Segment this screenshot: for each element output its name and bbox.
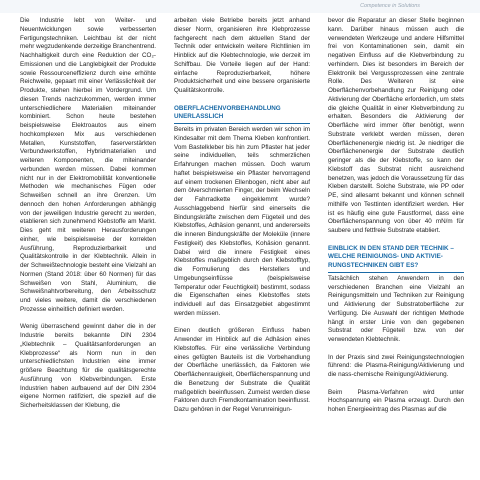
text-column-right: [328, 17, 464, 415]
text-column-middle: [174, 17, 310, 415]
heading-rule: [174, 123, 310, 124]
header-bar: [0, 0, 480, 13]
paragraph-surface-factors: Einen deutlich größeren Einfluss haben Anwender im Hinblick auf die Adhäsion eines Klebstoffes. Für eine verlässliche Verbindung eines gefügten Bauteils ist die Vorbehandlung der Oberfläche unerlässlich, da Faktoren wie Oberflächenrauigkeit, Oberflächenspannung und die Benetzung der Substrate die Qualität maßgeblich beeinflussen. Zumeist werden diese Faktoren durch Fremdkontamination beeinflusst. Dazu gehören in der Regel Verunreinigun-: [174, 327, 310, 413]
paragraph-norm-benefits: arbeiten viele Betriebe bereits jetzt anhand dieser Norm, organisieren ihre Klebprozesse fachgerecht nach dem aktuellen Stand der Technik oder entwickeln weitere Richtlinien im Hinblick auf die Klebtechnologie, wie derzeit im Schiffbau. Die Vorteile liegen auf der Hand: einfache Reproduzierbarkeit, höhere Produktsicherheit und eine bessere organisierte Qualitätskontrolle.: [174, 17, 310, 94]
text-column-left: [20, 17, 156, 411]
paragraph-plasma: Beim Plasma-Verfahren wird unter Hochspannung ein Plasma erzeugt. Durch den hohen Energieeintrag des Plasmas auf die: [328, 388, 464, 413]
header-tagline: Competence in Solutions: [360, 3, 420, 9]
paragraph-adhesion-cohesion: Bereits im privaten Bereich werden wir schon im Kindesalter mit dem Thema Kleben konfrontiert. Vom Bastelkleber bis hin zum Pflaster hat jeder seine individuellen, teils schmerzlichen Erfahrungen machen müssen. Doch warum haftet beispielsweise ein Pflaster hervorragend auf einem trockenen Ellenbogen, nicht aber auf dem ölverschmierten Finger, der beim Wechseln der Fahrradkette eingeklemmt wurde? Ausschlaggebend hierfür sind einerseits die Bindungskräfte zwischen dem Fügeteil und des Klebstoffes, Adhäsion genannt, und andererseits die inneren Bindungskräfte der Moleküle (innere Festigkeit) des Klebstoffes, Kohäsion genannt. Dabei wird die innere Festigkeit eines Klebstoffes maßgeblich durch den Klebstofftyp, die Formulierung des Herstellers und Umgebungseinflüsse (beispielsweise Temperatur oder Feuchtigkeit) bestimmt, sodass die Eigenschaften eines Klebstoffes stets individuell auf das Einsatzgebiet abgestimmt werden müssen.: [174, 126, 310, 317]
heading-line: OBERFLÄCHENVORBEHANDLUNG: [174, 104, 281, 112]
paragraph-intro: Die Industrie lebt von Weiter- und Neuentwicklungen sowie verbesserten Fertigungstechniken. Leichtbau ist der nicht mehr wegzudenkende derzeitige Branchentrend. Nachhaltigkeit durch eine Reduktion der CO₂-Emissionen und die Langlebigkeit der Produkte sowie Ressourceneffizienz durch eine erhöhte Reichweite, gepaart mit einer Verlässlichkeit der Produkte, stehen hierbei im Vordergrund. Um diesen Trends nachzukommen, werden immer unterschiedlichere Materialien miteinander kombiniert. Schon heute bestehen beispielsweise Elektroautos aus einem hochkomplexen Mix aus verschiedenen Metallen, Kunststoffen, faserverstärkten Verbundwerkstoffen, Hybridmaterialien und weiteren Komponenten, die miteinander verbunden werden müssen. Dabei kommen nicht nur in der Elektromobilität konventionelle Methoden wie mechanisches Fügen oder Schweißen schnell an ihre Grenzen. Um dennoch den hohen Anforderungen abhängig von der jeweiligen Industrie gerecht zu werden, etablieren sich zunehmend Klebstoffe am Markt. Dies geht mit weiteren Herausforderungen einher, wie beispielsweise der korrekten Ausführung, Reproduzierbarkeit und Qualitätskontrolle in der Klebtechnik. Allein in der Schweißtechnologie besteht eine Vielzahl an Normen (Stand 2018: über 60 Normen) für das Schweißen von Stahl, Aluminium, die Schweißnahtvorbereitung, den Arbeitsschutz und vieles weitere, damit die verschiedenen Prozesse einheitlich definiert werden.: [20, 17, 156, 313]
heading-line: WELCHE REINIGUNGS- UND AKTIVIE-: [328, 253, 443, 261]
heading-line: UNERLÄSSLICH: [174, 113, 224, 121]
heading-line: RUNGSTECHNIKEN GIBT ES?: [328, 262, 419, 269]
heading-rule: [328, 272, 464, 273]
paragraph-din2304: Wenig überraschend gewinnt daher die in der Industrie bereits bekannte DIN 2304 „Klebtechnik – Qualitätsanforderungen an Klebprozesse“ als Norm nun in den unterschiedlichsten Industrien eine immer größere Beachtung für die qualitätsgerechte Ausführung von Klebverbindungen. Erste Industrien haben aufbauend auf der DIN 2304 eigene Normen ratifiziert, die speziell auf die Sicherheitsklassen der Klebung, die: [20, 323, 156, 409]
paragraph-surface-energy: bevor die Reparatur an dieser Stelle beginnen kann. Darüber hinaus müssen auch die verwendeten Werkzeuge und andere Hilfsmittel frei von Kontaminationen sein, damit ein negativen Einfluss auf die Klebverbindung zu verhindern. Dies ist besonders im Bereich der Elektronik bei Vergussprozessen eine zentrale Rolle. Des Weiteren ist eine Oberflächenvorbehandlung zur Reinigung oder Aktivierung der Oberfläche erforderlich, um stets die gleiche Qualität in einer Klebverbindung zu erhalten. Besonders die Aktivierung der Oberfläche wird immer öfter benötigt, wenn Substrate verklebt werden müssen, deren Oberflächenenergie niedrig ist. Je niedriger die Oberflächenenergie der Substrate deutlich geringer als die der Klebstoffe, so kann der Klebstoff das Substrat nicht ausreichend benetzen, was jedoch die Voraussetzung für das Kleben darstellt. Solche Substrate, wie PP oder PE, sind allesamt bekannt und können schnell mithilfe von Testtinten identifiziert werden. Hier ist es häufig eine gute Faustformel, dass eine Oberflächenspannung von über 40 mN/m für saubere und fettfreie Substrate etabliert.: [328, 17, 464, 234]
section-heading-surface-treatment: [174, 105, 310, 123]
paragraph-method-choice: Tatsächlich stehen Anwendern in den verschiedenen Branchen eine Vielzahl an Reinigungsmitteln und Techniken zur Reinigung und Aktivierung der Substratoberfläche zur Verfügung. Die Auswahl der richtigen Methode hängt in erster Linie von den gegebenen Substrat oder Fügeteil bzw. von der verwendeten Klebtechnik.: [328, 274, 464, 343]
paragraph-two-technologies: In der Praxis sind zwei Reinigungstechnologien führend: die Plasma-Reinigung/Aktivierung und die nass-chemische Reinigung/Aktivierung.: [328, 353, 464, 378]
section-heading-techniques: [328, 245, 464, 271]
heading-line: EINBLICK IN DEN STAND DER TECHNIK –: [328, 244, 454, 252]
